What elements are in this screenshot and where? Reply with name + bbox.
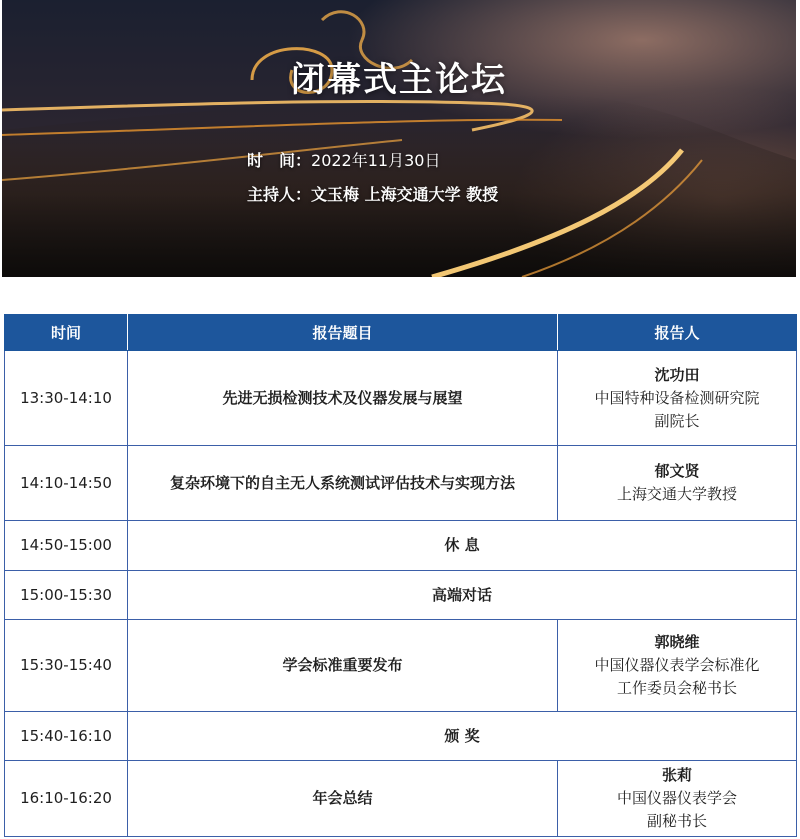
banner-light-trails (2, 0, 796, 277)
row-topic: 高端对话 (128, 571, 797, 620)
row-speaker (558, 446, 797, 521)
time-label: 时 间： (247, 151, 312, 170)
speaker-name: 沈功田 (654, 365, 700, 384)
time-value: 2022年11月30日 (311, 151, 441, 170)
speaker-org: 上海交通大学教授 (616, 485, 737, 503)
header-time: 时间 (5, 315, 128, 351)
table-row (5, 521, 797, 571)
table-row (5, 620, 797, 712)
speaker-org: 中国仪器仪表学会 (616, 789, 737, 807)
table-row (5, 571, 797, 620)
table-header-row (5, 315, 797, 351)
speaker-title: 工作委员会秘书长 (616, 679, 737, 697)
speaker-org: 中国仪器仪表学会标准化 (594, 656, 760, 674)
row-topic: 先进无损检测技术及仪器发展与展望 (128, 351, 558, 446)
table-row (5, 446, 797, 521)
header-topic: 报告题目 (128, 315, 558, 351)
row-topic: 复杂环境下的自主无人系统测试评估技术与实现方法 (128, 446, 558, 521)
row-topic: 年会总结 (128, 761, 558, 837)
row-time: 14:50-15:00 (5, 521, 128, 571)
header-speaker: 报告人 (558, 315, 797, 351)
row-time: 15:40-16:10 (5, 712, 128, 761)
speaker-title: 副秘书长 (646, 812, 707, 830)
banner (2, 0, 796, 277)
table-row (5, 712, 797, 761)
row-topic: 颁 奖 (128, 712, 797, 761)
row-time: 14:10-14:50 (5, 446, 128, 521)
row-time: 15:00-15:30 (5, 571, 128, 620)
row-time: 13:30-14:10 (5, 351, 128, 446)
row-time: 16:10-16:20 (5, 761, 128, 837)
table-row (5, 761, 797, 837)
row-speaker (558, 761, 797, 837)
row-topic: 休 息 (128, 521, 797, 571)
event-host (247, 182, 498, 205)
row-speaker (558, 351, 797, 446)
row-time: 15:30-15:40 (5, 620, 128, 712)
speaker-title: 副院长 (654, 411, 700, 430)
page-title: 闭幕式主论坛 (291, 60, 507, 100)
speaker-name: 郭晓维 (654, 633, 700, 651)
host-value: 文玉梅 上海交通大学 教授 (311, 185, 499, 204)
row-speaker (558, 620, 797, 712)
table-row (5, 351, 797, 446)
schedule-table (4, 314, 797, 837)
speaker-name: 张莉 (661, 766, 692, 784)
row-topic: 学会标准重要发布 (128, 620, 558, 712)
event-time (247, 148, 440, 171)
speaker-org: 中国特种设备检测研究院 (594, 388, 760, 407)
speaker-name: 郁文贤 (654, 462, 700, 480)
host-label: 主持人： (247, 185, 312, 204)
